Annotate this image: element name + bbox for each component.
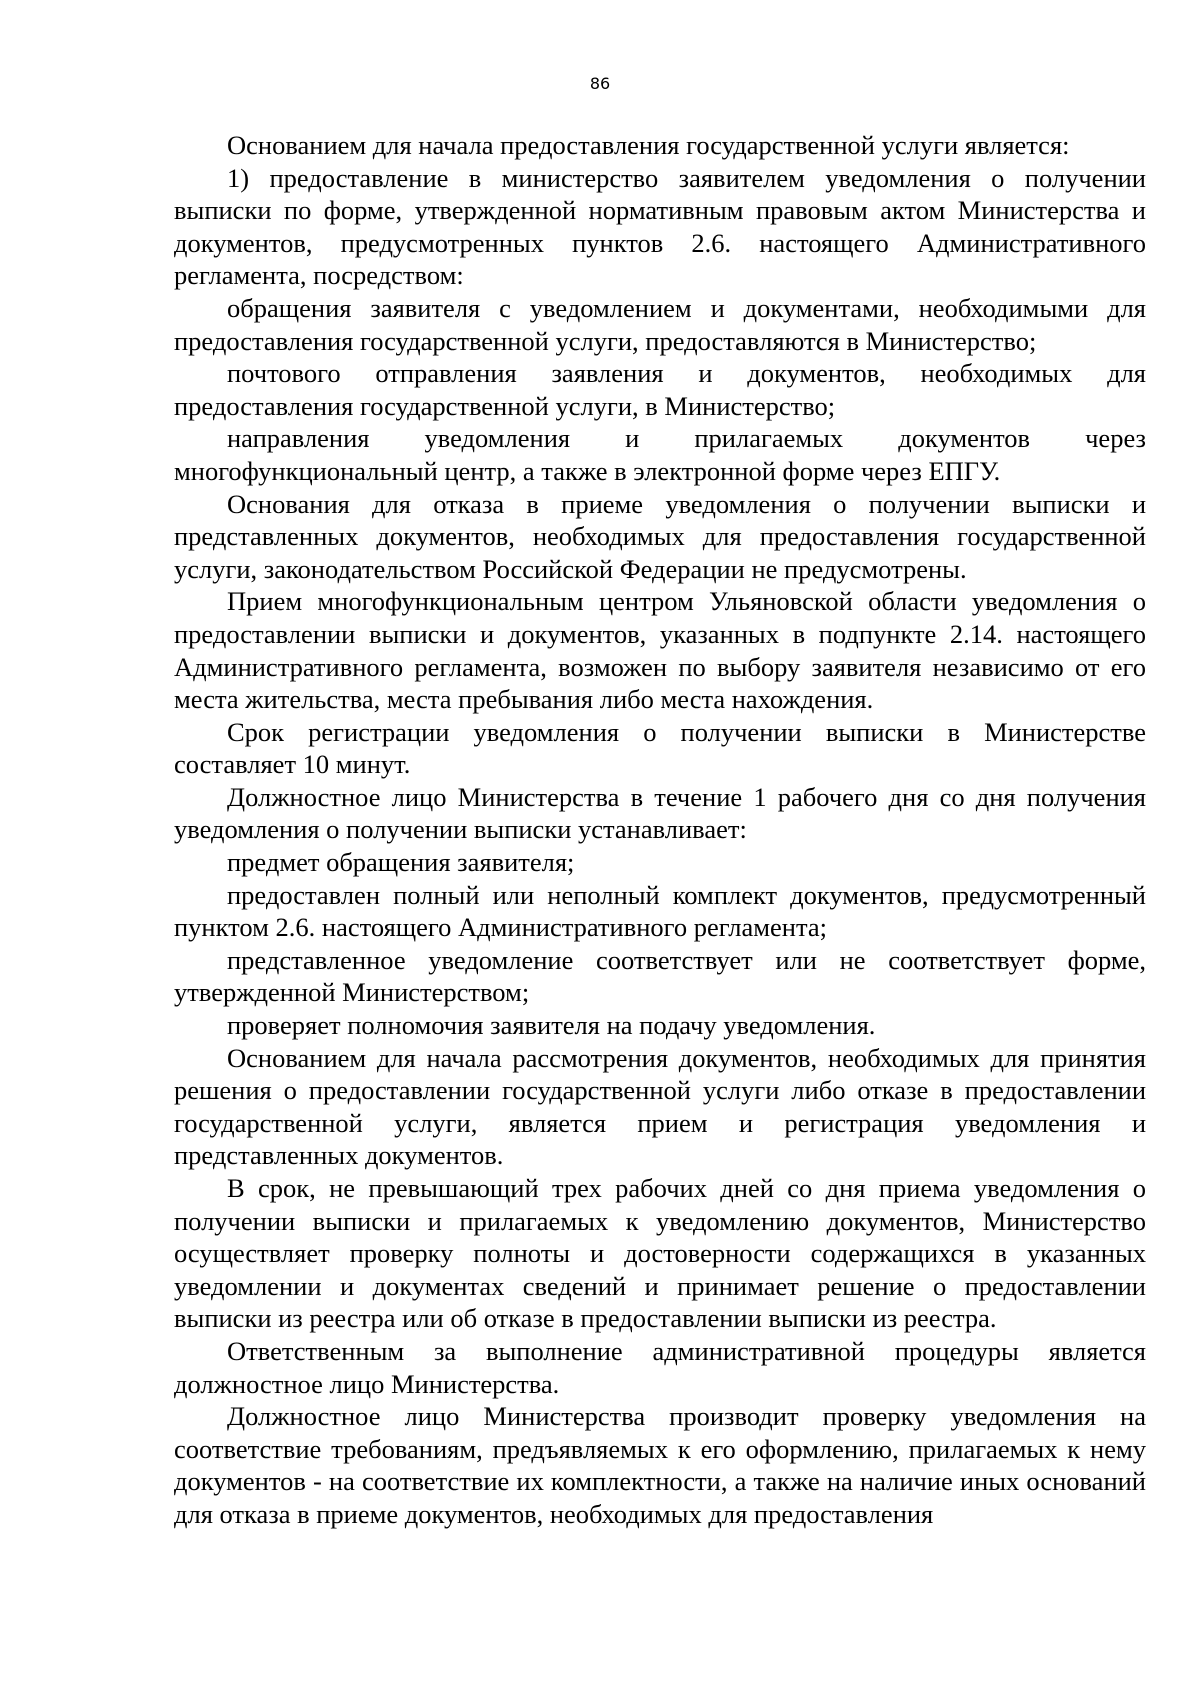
paragraph-registration-term: Срок регистрации уведомления о получении выписки в Министерстве составляет 10 минут. bbox=[174, 716, 1146, 780]
paragraph-postal: почтового отправления заявления и документов, необходимых для предоставления государственной услуги, в Министерство; bbox=[174, 358, 1146, 421]
paragraph-applicant-appeal: обращения заявителя с уведомлением и документами, необходимыми для предоставления государственной услуги, предоставляются в Министерство; bbox=[174, 292, 1146, 356]
paragraph-document-set: предоставлен полный или неполный комплект документов, предусмотренный пунктом 2.6. настоящего Административного регламента; bbox=[174, 879, 1146, 943]
paragraph-form-compliance: представленное уведомление соответствует или не соответствует форме, утвержденной Министерством; bbox=[174, 944, 1146, 1008]
paragraph-refusal-grounds: Основания для отказа в приеме уведомления о получении выписки и представленных документов, необходимых для предоставления государственной услуги, законодательством Российской Федерации не предусмотрены. bbox=[174, 488, 1146, 584]
paragraph-responsible: Ответственным за выполнение административной процедуры является должностное лицо Министерства. bbox=[174, 1335, 1146, 1399]
paragraph-authority-check: проверяет полномочия заявителя на подачу уведомления. bbox=[227, 1010, 876, 1041]
paragraph-review-basis: Основанием для начала рассмотрения документов, необходимых для принятия решения о предоставлении государственной услуги либо отказе в предоставлении государственной услуги, является прием и регистрация уведомления и представленных документов. bbox=[174, 1042, 1146, 1171]
page-number: 86 bbox=[589, 74, 611, 93]
paragraph-official-checks: Должностное лицо Министерства производит проверку уведомления на соответствие требованиям, предъявляемых к его оформлению, прилагаемых к нему документов - на соответствие их комплектности, а также на наличие иных оснований для отказа в приеме документов, необходимых для предоставления bbox=[174, 1401, 1146, 1529]
paragraph-subject: предмет обращения заявителя; bbox=[227, 847, 575, 878]
document-body bbox=[174, 129, 1146, 1531]
paragraph-mfc-epgu: направления уведомления и прилагаемых документов через многофункциональный центр, а также в электронной форме через ЕПГУ. bbox=[174, 423, 1146, 486]
paragraph-mfc-reception: Прием многофункциональным центром Ульяновской области уведомления о предоставлении выписки и документов, указанных в подпункте 2.14. настоящего Административного регламента, возможен по выбору заявителя независимо от его места жительства, места пребывания либо места нахождения. bbox=[174, 586, 1146, 715]
paragraph-basis-start: Основанием для начала предоставления государственной услуги является: bbox=[227, 130, 1070, 160]
paragraph-item-1: 1) предоставление в министерство заявителем уведомления о получении выписки по форме, утвержденной нормативным правовым актом Министерства и документов, предусмотренных пунктов 2.6. настоящего Административного регламента, посредством: bbox=[174, 162, 1146, 291]
paragraph-official-establishes: Должностное лицо Министерства в течение 1 рабочего дня со дня получения уведомления о получении выписки устанавливает: bbox=[174, 781, 1146, 845]
paragraph-three-days: В срок, не превышающий трех рабочих дней со дня приема уведомления о получении выписки и прилагаемых к уведомлению документов, Министерство осуществляет проверку полноты и достоверности содержащихся в указанных уведомлении и документах сведений и принимает решение о предоставлении выписки из реестра или об отказе в предоставлении выписки из реестра. bbox=[174, 1173, 1146, 1334]
